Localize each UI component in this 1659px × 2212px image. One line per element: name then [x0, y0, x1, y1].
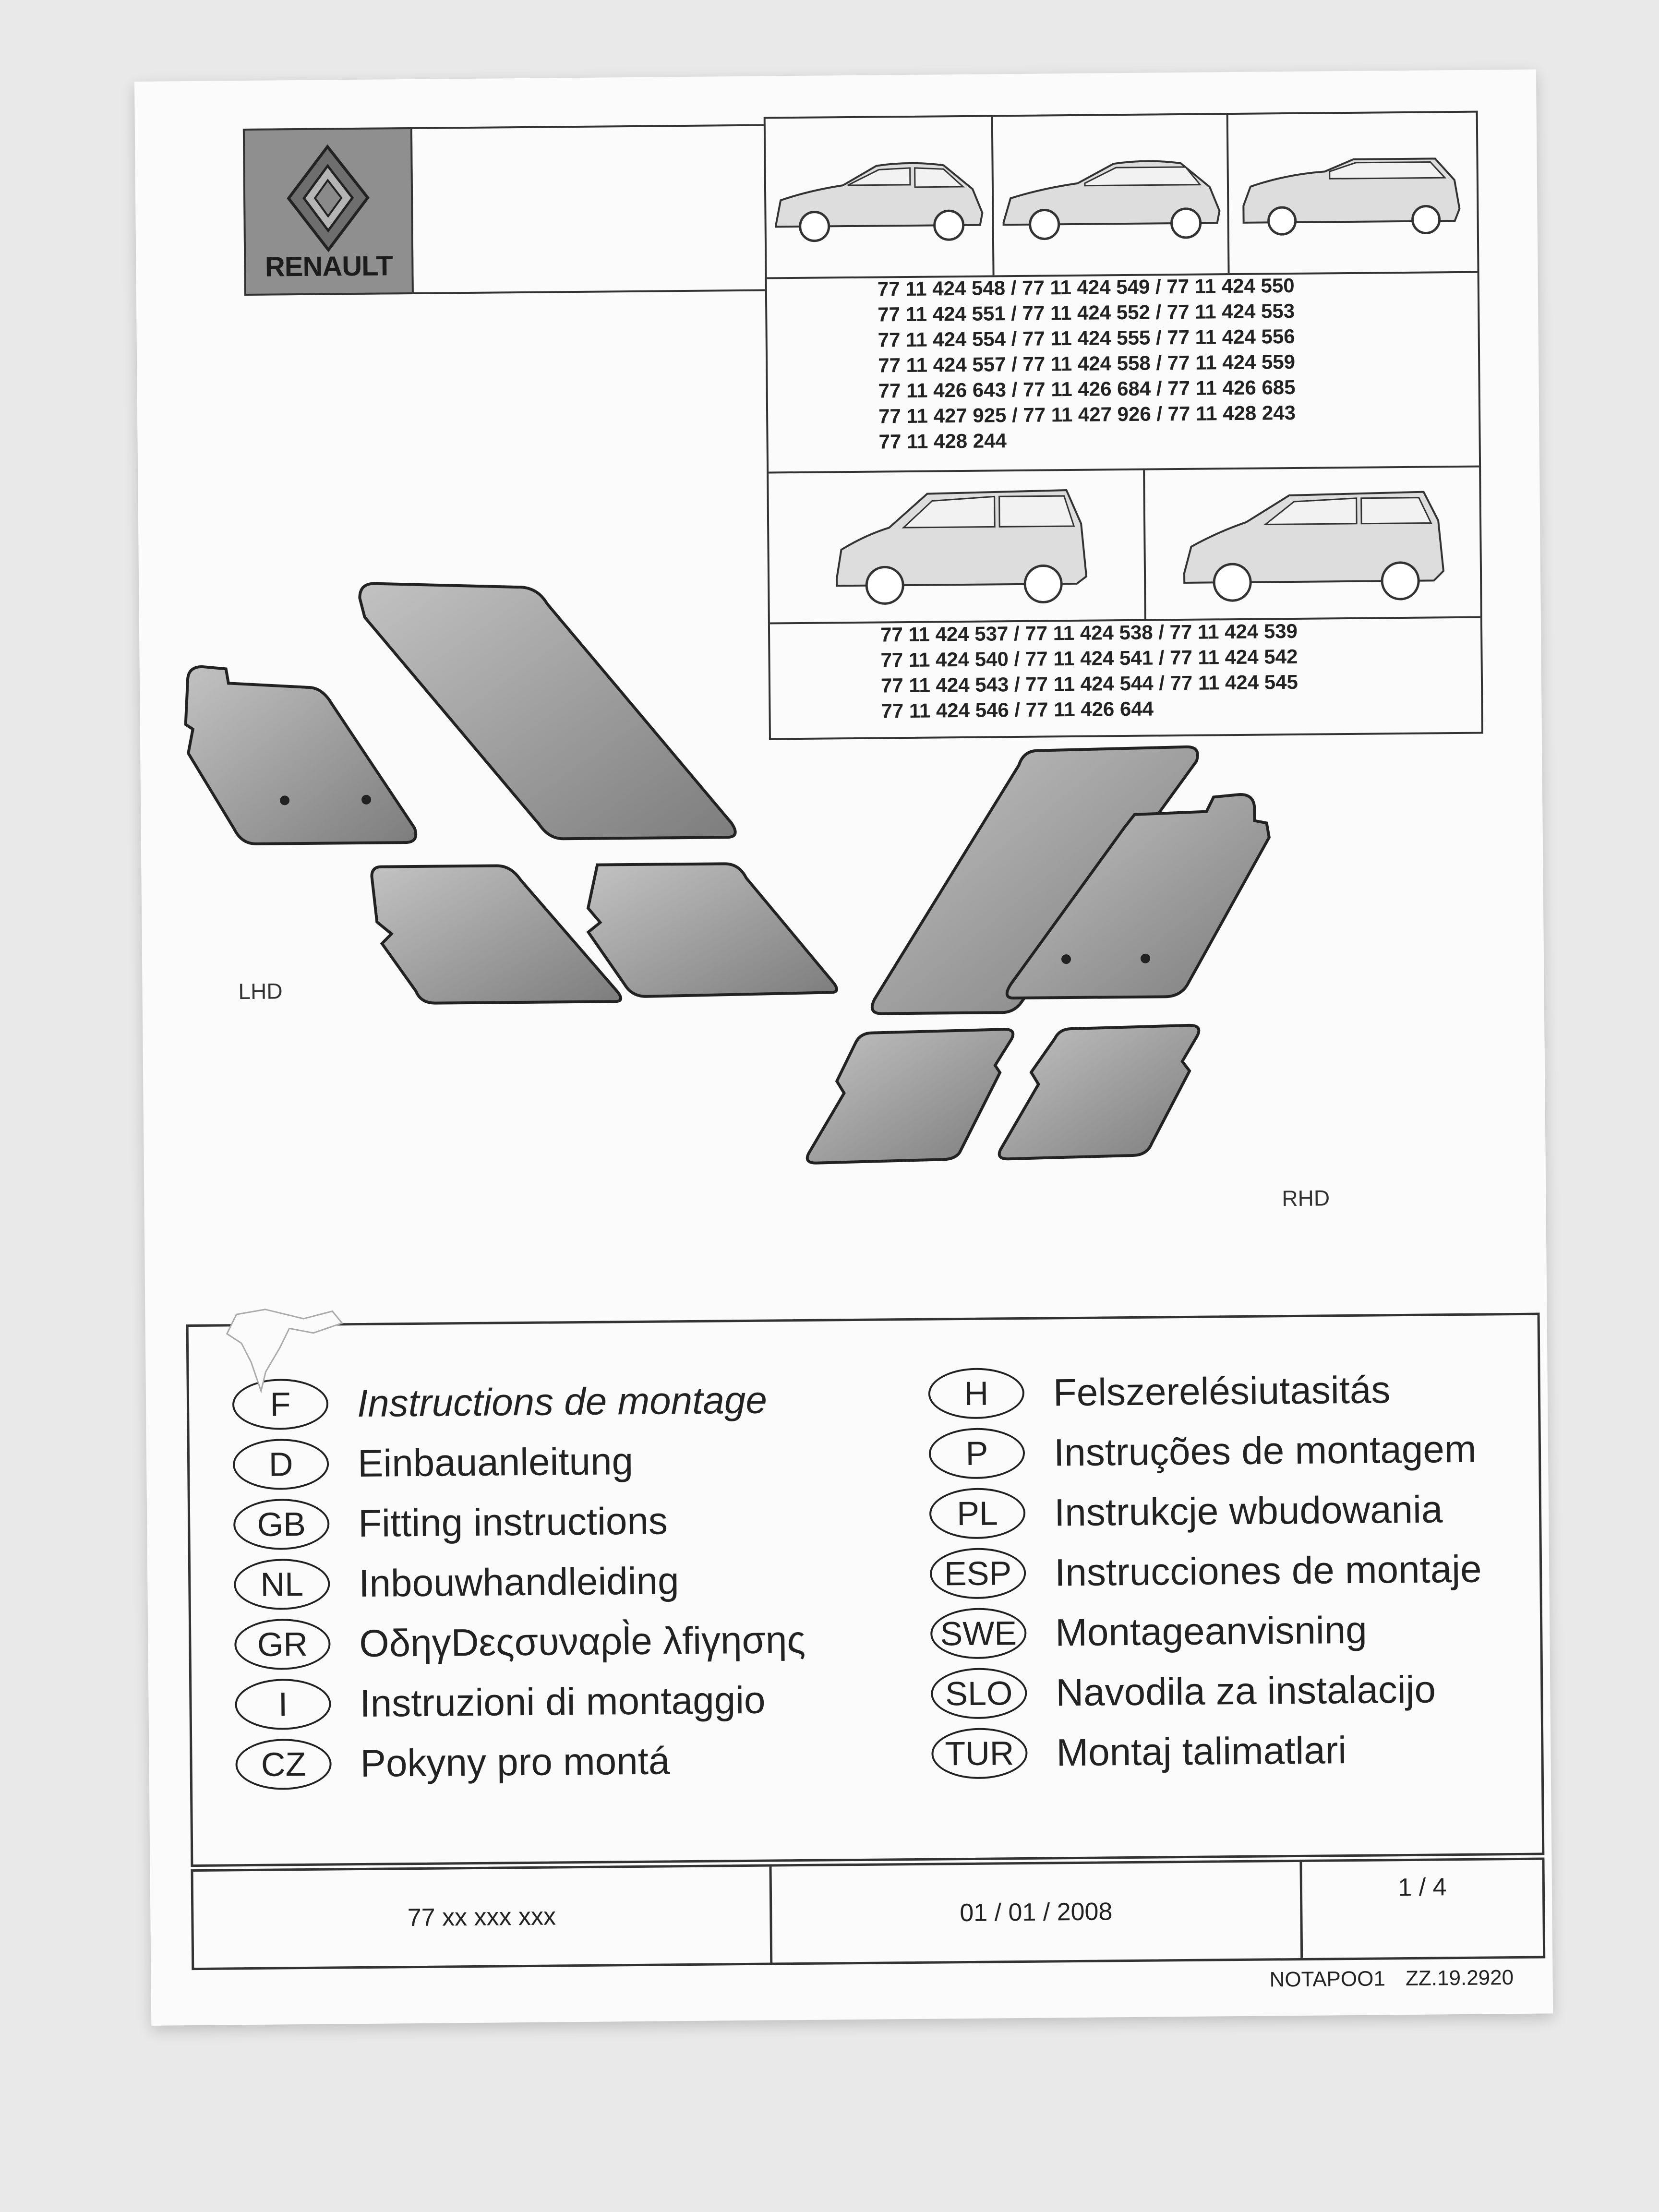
lang-title: Instruções de montagem: [1053, 1427, 1477, 1474]
lang-item-gb: [233, 1495, 668, 1550]
lang-code-badge: F: [232, 1379, 329, 1431]
lang-code-badge: D: [233, 1439, 329, 1491]
lang-code-badge: SLO: [931, 1668, 1027, 1719]
code-line: 77 11 426 643 / 77 11 426 684 / 77 11 426 685: [878, 375, 1296, 402]
lang-code-badge: GB: [233, 1499, 330, 1551]
lang-code-badge: P: [929, 1428, 1025, 1479]
lang-title: Instrucciones de montaje: [1054, 1547, 1482, 1594]
code-line: 77 11 424 554 / 77 11 424 555 / 77 11 424 556: [878, 325, 1295, 351]
code-line: 77 11 424 543 / 77 11 424 544 / 77 11 424 545: [880, 670, 1298, 697]
lhd-label: LHD: [238, 978, 283, 1004]
lang-item-cz: [235, 1735, 670, 1790]
doc-code: NOTAPOO1: [1269, 1967, 1386, 1992]
lang-code-badge: NL: [234, 1559, 330, 1611]
lang-item-d: [233, 1436, 634, 1490]
lang-item-gr: [234, 1614, 805, 1670]
lang-item-h: [928, 1364, 1390, 1419]
page-number: 1 / 4: [1299, 1860, 1543, 1958]
floor-mats-diagram: [134, 70, 1547, 1378]
language-list: [186, 1313, 1545, 1867]
lang-title: Instructions de montage: [357, 1378, 768, 1425]
lang-item-slo: [931, 1664, 1436, 1719]
lang-title: Fitting instructions: [358, 1499, 668, 1545]
lang-title: Pokyny pro montá: [360, 1739, 670, 1785]
lang-title: Inbouwhandleiding: [358, 1559, 679, 1605]
lhd-rear-right-mat: [588, 863, 837, 997]
lang-code-badge: ESP: [930, 1548, 1026, 1599]
lang-item-nl: [234, 1555, 679, 1610]
lang-title: Montaj talimatlari: [1056, 1729, 1347, 1774]
lhd-driver-mat: [185, 665, 416, 844]
lang-code-badge: GR: [234, 1619, 331, 1671]
lang-code-badge: SWE: [930, 1608, 1027, 1659]
lang-code-badge: TUR: [931, 1728, 1028, 1779]
footer-table: [191, 1858, 1546, 1971]
paper-tear: [207, 1304, 352, 1401]
lang-title: Montageanvisning: [1055, 1608, 1367, 1654]
lang-title: Einbauanleitung: [357, 1440, 634, 1485]
instruction-sheet: [134, 70, 1553, 2026]
code-line: 77 11 424 551 / 77 11 424 552 / 77 11 424 553: [878, 299, 1295, 326]
lang-item-pl: [929, 1484, 1443, 1539]
code-line: 77 11 424 540 / 77 11 424 541 / 77 11 424 542: [880, 645, 1298, 672]
code-line: 77 11 427 925 / 77 11 427 926 / 77 11 428 243: [878, 401, 1296, 428]
rhd-rear-right-mat: [998, 1025, 1200, 1159]
lang-item-esp: [930, 1544, 1482, 1599]
code-line: 77 11 428 244: [878, 429, 1007, 453]
lang-title: Instrukcje wbudowania: [1054, 1488, 1443, 1534]
lang-code-badge: I: [235, 1679, 331, 1731]
doc-ref-code: ZZ.19.2920: [1405, 1966, 1514, 1991]
brand-name: RENAULT: [264, 250, 393, 283]
lhd-passenger-mat: [360, 580, 735, 841]
code-line: 77 11 424 537 / 77 11 424 538 / 77 11 424 539: [880, 619, 1298, 646]
part-number: 77 xx xxx xxx: [407, 1902, 556, 1932]
lang-title: Instruzioni di montaggio: [360, 1678, 766, 1725]
lang-title: Felszerelésiutasitás: [1053, 1368, 1391, 1414]
document-date: 01 / 01 / 2008: [769, 1862, 1301, 1963]
rhd-label: RHD: [1282, 1185, 1330, 1211]
lang-code-badge: PL: [929, 1488, 1026, 1539]
lang-item-tur: [931, 1725, 1347, 1779]
code-line: 77 11 424 557 / 77 11 424 558 / 77 11 424 559: [878, 350, 1296, 377]
lang-item-swe: [930, 1605, 1367, 1659]
lhd-rear-left-mat: [372, 865, 621, 1003]
lang-item-i: [235, 1675, 766, 1731]
lang-title: ΟδηγDεςσυναρl̀e λfiγησης: [359, 1618, 806, 1665]
lang-code-badge: H: [928, 1368, 1024, 1419]
rhd-rear-left-mat: [806, 1029, 1014, 1163]
code-line: 77 11 424 548 / 77 11 424 549 / 77 11 424 550: [877, 274, 1295, 301]
lang-title: Navodila za instalacijo: [1055, 1668, 1436, 1714]
lang-code-badge: CZ: [235, 1739, 332, 1791]
document-reference: [1269, 1966, 1514, 1992]
code-line: 77 11 424 546 / 77 11 426 644: [881, 697, 1154, 722]
lang-item-p: [929, 1424, 1477, 1479]
